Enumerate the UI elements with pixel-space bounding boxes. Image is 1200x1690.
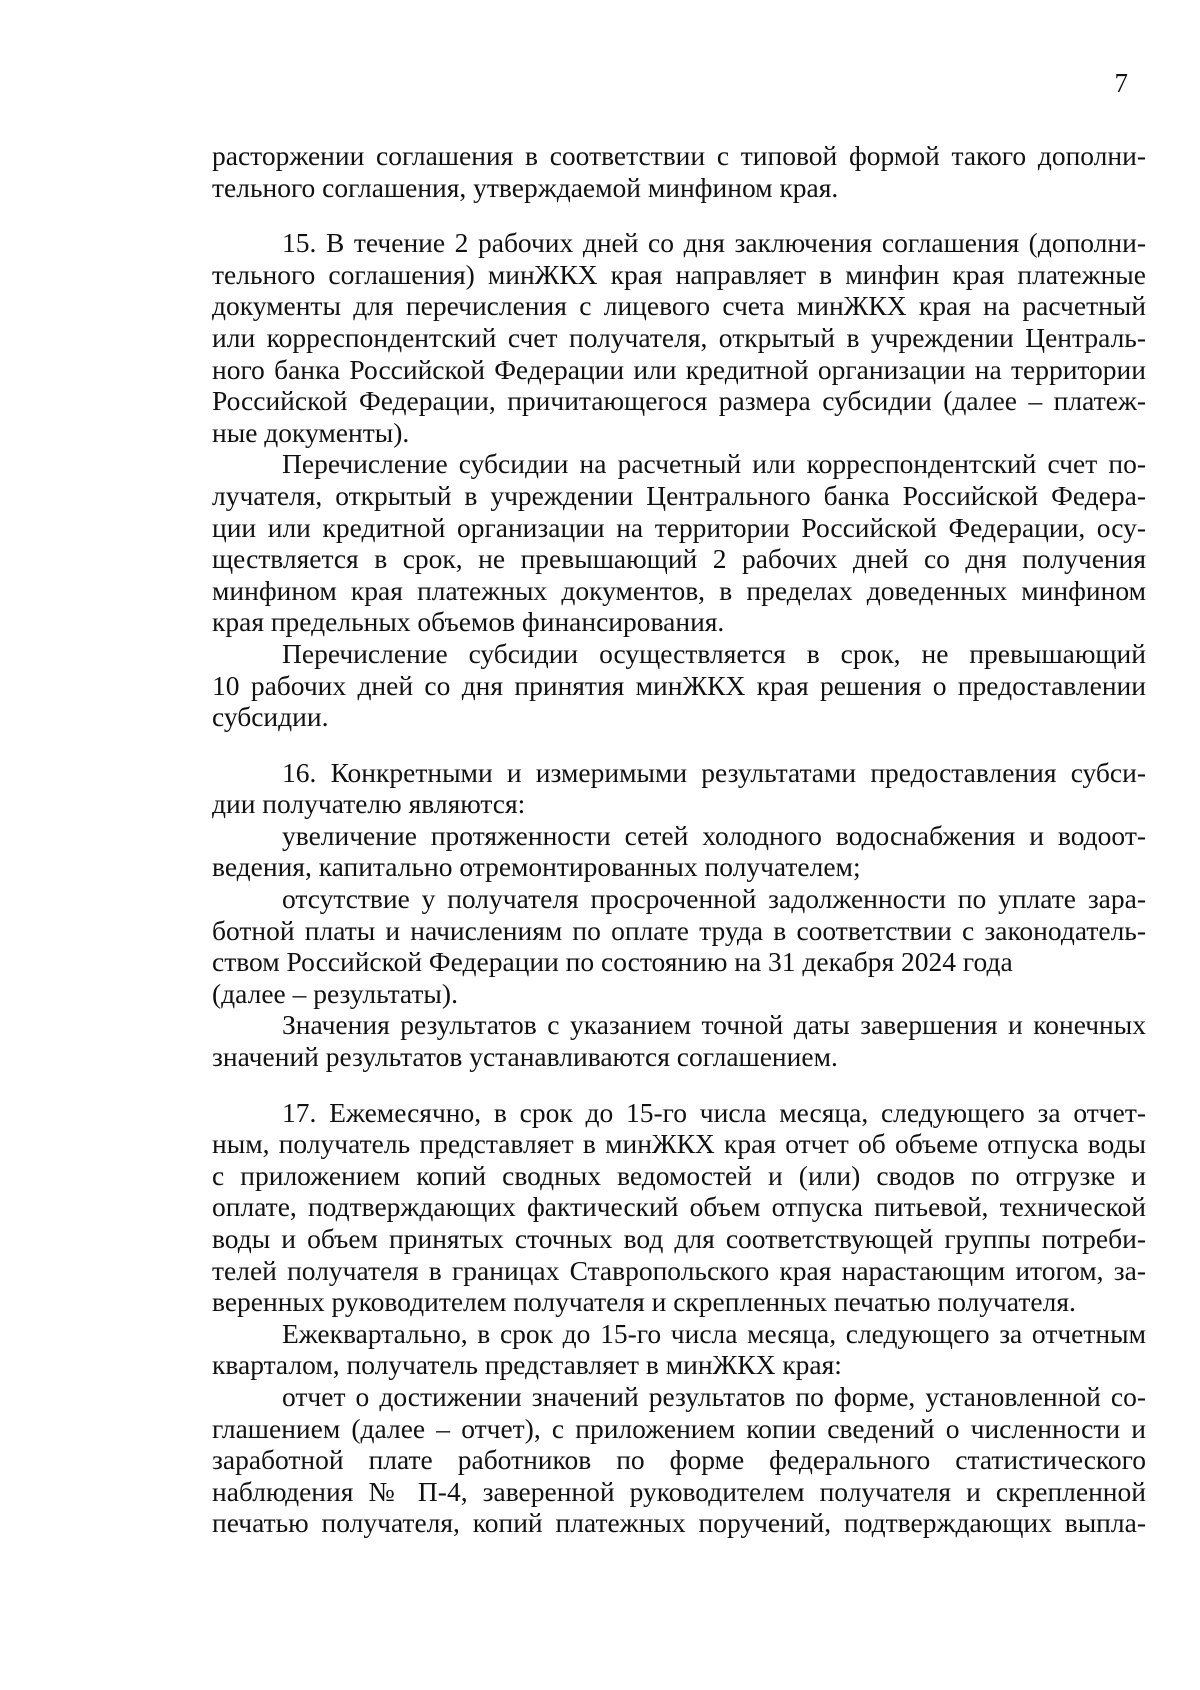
paragraph-gap: [212, 733, 1146, 757]
text-line: отчет о достижении значений результатов по форме, установленной со-: [282, 1380, 1146, 1412]
text-line: (далее – результаты).: [212, 977, 458, 1009]
text-line: воды и объем принятых сточных вод для соответствующей группы потреби-: [212, 1223, 1146, 1254]
text-line: Перечисление субсидии осуществляется в срок, не превышающий: [282, 637, 1146, 669]
text-line: ным, получатель представляет в минЖКХ края отчет об объеме отпуска воды: [212, 1128, 1146, 1160]
text-line: печатью получателя, копий платежных поручений, подтверждающих выпла-: [212, 1507, 1146, 1539]
text-line: лучателя, открытый в учреждении Центрального банка Российской Федера-: [212, 479, 1146, 511]
text-line: или корреспондентский счет получателя, открытый в учреждении Централь-: [212, 321, 1146, 353]
text-line: увеличение протяженности сетей холодного водоснабжения и водоот-: [282, 819, 1146, 851]
page-number: 7: [1114, 68, 1128, 98]
text-line: ции или кредитной организации на территории Российской Федерации, осу-: [212, 511, 1146, 543]
text-line: дии получателю являются:: [212, 788, 526, 820]
text-line: Российской Федерации, причитающегося размера субсидии (далее – платеж-: [212, 385, 1146, 417]
paragraph-gap: [212, 1073, 1146, 1097]
document-body: [212, 140, 1146, 1539]
text-line: заработной плате работников по форме федерального статистического: [212, 1444, 1146, 1476]
text-line: Перечисление субсидии на расчетный или корреспондентский счет по-: [282, 448, 1146, 480]
text-line: кварталом, получатель представляет в минЖКХ края:: [212, 1349, 842, 1381]
text-line: субсидии.: [212, 701, 329, 733]
text-line: документы для перечисления с лицевого счета минЖКХ края на расчетный: [212, 290, 1146, 322]
text-line: 17. Ежемесячно, в срок до 15-го числа месяца, следующего за отчет-: [282, 1096, 1146, 1128]
text-line: тельного соглашения, утверждаемой минфином края.: [212, 171, 839, 203]
text-line: веренных руководителем получателя и скрепленных печатью получателя.: [212, 1286, 1076, 1318]
text-line: края предельных объемов финансирования.: [212, 606, 725, 638]
text-line: расторжении соглашения в соответствии с типовой формой такого дополни-: [212, 140, 1146, 171]
text-line: с приложением копий сводных ведомостей и (или) сводов по отгрузке и: [212, 1159, 1146, 1191]
text-line: 10 рабочих дней со дня принятия минЖКХ края решения о предоставлении: [212, 669, 1146, 701]
text-line: Ежеквартально, в срок до 15-го числа месяца, следующего за отчетным: [282, 1317, 1146, 1349]
text-line: Значения результатов с указанием точной даты завершения и конечных: [282, 1009, 1146, 1041]
text-line: отсутствие у получателя просроченной задолженности по уплате зара-: [282, 883, 1146, 915]
text-line: значений результатов устанавливаются соглашением.: [212, 1041, 838, 1073]
text-line: ведения, капитально отремонтированных получателем;: [212, 851, 861, 883]
text-line: 15. В течение 2 рабочих дней со дня заключения соглашения (дополни-: [282, 227, 1146, 259]
text-line: ством Российской Федерации по состоянию на 31 декабря 2024 года: [212, 946, 1013, 978]
text-line: глашением (далее – отчет), с приложением копии сведений о численности и: [212, 1412, 1146, 1444]
text-line: наблюдения № П-4, заверенной руководителем получателя и скрепленной: [212, 1475, 1146, 1507]
paragraph-gap: [212, 203, 1146, 227]
text-line: оплате, подтверждающих фактический объем отпуска питьевой, технической: [212, 1191, 1146, 1223]
text-line: минфином края платежных документов, в пределах доведенных минфином: [212, 574, 1146, 606]
text-line: 16. Конкретными и измеримыми результатами предоставления субси-: [282, 756, 1146, 788]
text-line: ного банка Российской Федерации или кредитной организации на территории: [212, 353, 1146, 385]
text-line: ществляется в срок, не превышающий 2 рабочих дней со дня получения: [212, 543, 1146, 575]
text-line: ботной платы и начислениям по оплате труда в соответствии с законодатель-: [212, 914, 1146, 946]
text-line: ные документы).: [212, 416, 410, 448]
text-line: тельного соглашения) минЖКХ края направляет в минфин края платежные: [212, 258, 1146, 290]
text-line: телей получателя в границах Ставропольского края нарастающим итогом, за-: [212, 1254, 1146, 1286]
